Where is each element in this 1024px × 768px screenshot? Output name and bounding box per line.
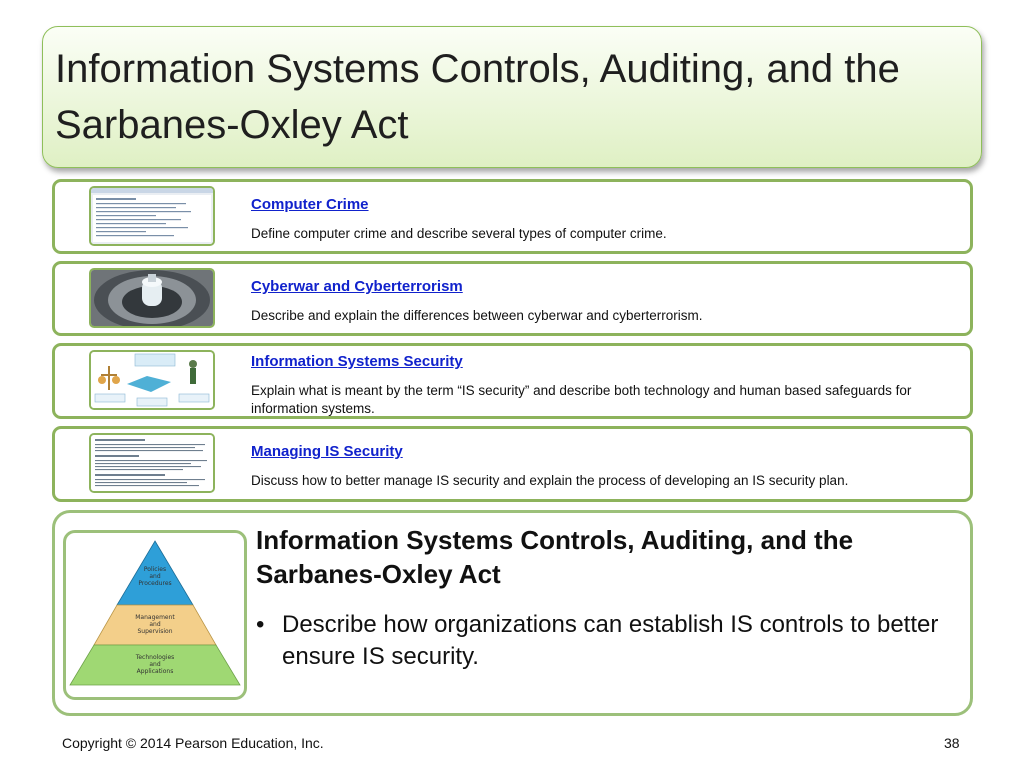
pyramid-middle-label-3: Supervision xyxy=(137,628,173,635)
section-description: Define computer crime and describe several types of computer crime. xyxy=(251,226,667,241)
security-diagram-thumbnail xyxy=(89,350,215,410)
pyramid-bottom-label-3: Applications xyxy=(136,668,174,675)
section-row-managing-is-security xyxy=(52,426,973,502)
section-description: Explain what is meant by the term “IS security” and describe both technology and human based safeguards for information systems. xyxy=(251,383,912,416)
section-description: Discuss how to better manage IS security and explain the process of developing an IS security plan. xyxy=(251,473,849,488)
bullet-text: Describe how organizations can establish IS controls to better ensure IS security. xyxy=(282,611,939,670)
section-row-is-security xyxy=(52,343,973,419)
section-link-computer-crime[interactable]: Computer Crime xyxy=(251,196,369,213)
section-row-cyberwar xyxy=(52,261,973,336)
current-section-bullet xyxy=(256,609,946,673)
pyramid-top-label-1: Policies xyxy=(143,566,167,573)
document-screenshot-thumbnail xyxy=(89,186,215,246)
section-description: Describe and explain the differences between cyberwar and cyberterrorism. xyxy=(251,308,703,323)
pyramid-bottom-label-2: and xyxy=(149,661,161,668)
slide-title-box xyxy=(42,26,982,168)
document-screenshot-thumbnail xyxy=(89,433,215,493)
pyramid-middle-label-1: Management xyxy=(135,614,175,621)
pyramid-top-label-2: and xyxy=(149,573,161,580)
footer-copyright: Copyright © 2014 Pearson Education, Inc. xyxy=(62,735,324,751)
pyramid-bottom-label-1: Technologies xyxy=(135,654,175,661)
section-link-managing-is-security[interactable]: Managing IS Security xyxy=(251,443,403,460)
slide-title: Information Systems Controls, Auditing, and the Sarbanes-Oxley Act xyxy=(55,47,900,147)
current-section-title: Information Systems Controls, Auditing, and the Sarbanes-Oxley Act xyxy=(256,525,854,589)
section-link-is-security[interactable]: Information Systems Security xyxy=(251,353,463,370)
pyramid-middle-label-2: and xyxy=(149,621,161,628)
footer-page-number: 38 xyxy=(944,735,960,751)
controls-pyramid-diagram xyxy=(63,530,247,700)
machinery-photo-thumbnail xyxy=(89,268,215,328)
bullet-marker: • xyxy=(256,611,265,638)
section-row-computer-crime xyxy=(52,179,973,254)
current-section-box xyxy=(52,510,973,716)
pyramid-top-label-3: Procedures xyxy=(138,580,172,587)
section-link-cyberwar[interactable]: Cyberwar and Cyberterrorism xyxy=(251,278,463,295)
